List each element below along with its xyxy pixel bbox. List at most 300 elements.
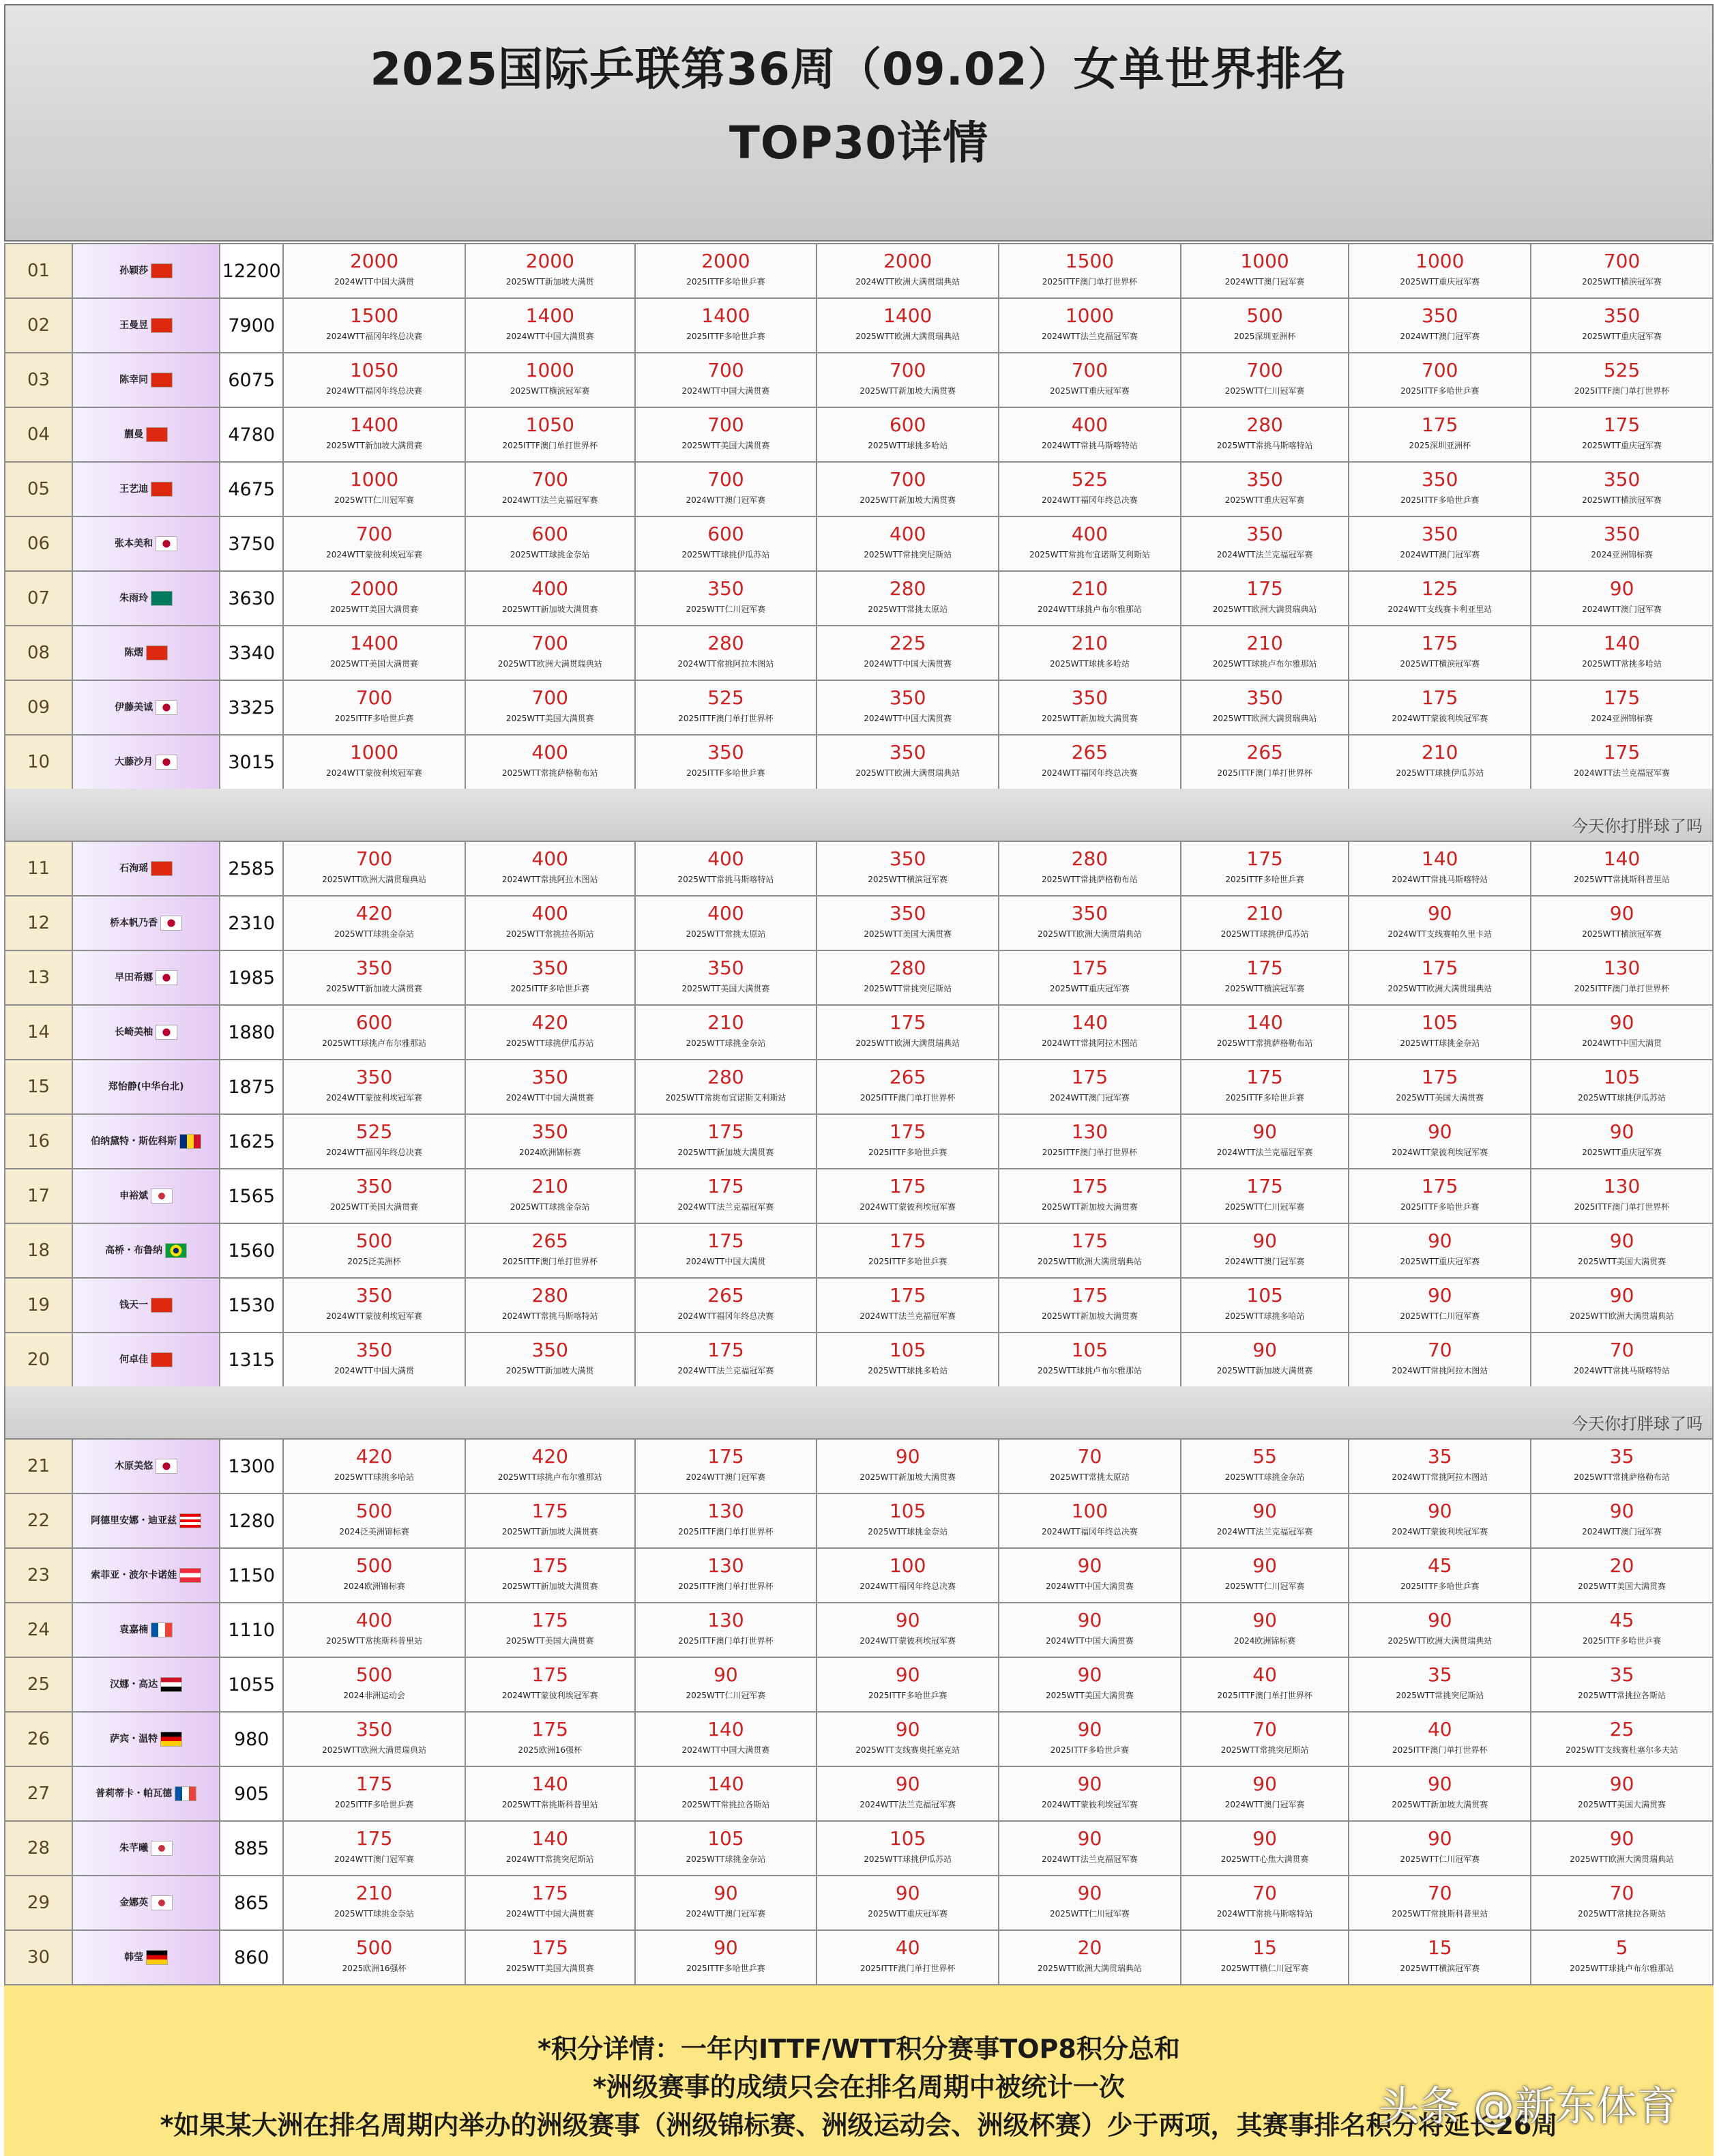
- event-points: 175: [1246, 847, 1283, 870]
- event-cell: [283, 1278, 465, 1332]
- event-cell: [1349, 1821, 1531, 1876]
- event-cell: [635, 1930, 817, 1985]
- rank-number: 02: [5, 298, 72, 353]
- rank-number: 05: [5, 462, 72, 516]
- event-points: 90: [895, 1718, 920, 1740]
- event-points: 130: [707, 1554, 744, 1577]
- event-points: 90: [1077, 1718, 1102, 1740]
- player-name: 陈熠: [124, 647, 144, 658]
- player-name: 张本美和: [115, 538, 153, 549]
- event-name: 2024WTT法兰克福冠军赛: [501, 495, 598, 505]
- event-name: 2025WTT新加坡大满贯赛: [860, 1472, 956, 1482]
- event-points: 105: [1422, 1011, 1458, 1034]
- event-cell: [817, 1169, 999, 1223]
- event-cell: [1181, 1712, 1349, 1766]
- romania-flag-icon: [179, 1134, 201, 1149]
- table-row: [5, 1603, 1713, 1657]
- table-row: [5, 735, 1713, 789]
- event-points: 350: [1603, 523, 1641, 545]
- event-points: 1050: [525, 413, 574, 436]
- event-points: 70: [1609, 1882, 1634, 1904]
- event-points: 175: [1603, 413, 1641, 436]
- event-points: 175: [1246, 577, 1283, 600]
- event-points: 90: [895, 1609, 920, 1631]
- event-points: 175: [1071, 1284, 1108, 1307]
- event-cell: [1349, 950, 1531, 1005]
- event-name: 2025WTT横滨冠军赛: [1582, 929, 1662, 939]
- event-points: 2000: [883, 250, 932, 272]
- event-points: 420: [531, 1445, 568, 1468]
- event-name: 2025WTT美国大满贯赛: [1396, 1093, 1484, 1103]
- event-cell: [1531, 896, 1713, 950]
- separator-note: 今天你打胖球了吗: [1572, 1414, 1703, 1433]
- event-points: 1000: [1240, 250, 1289, 272]
- event-points: 210: [707, 1011, 744, 1034]
- event-points: 350: [355, 1339, 393, 1361]
- event-points: 700: [707, 468, 744, 491]
- event-points: 15: [1252, 1936, 1277, 1959]
- event-cell: [283, 626, 465, 680]
- event-cell: [1531, 1169, 1713, 1223]
- player-name: 朱芊曦: [119, 1843, 149, 1854]
- event-name: 2025WTT球挑卢布尔雅那站: [322, 1038, 427, 1048]
- event-name: 2024WTT法兰克福冠军赛: [860, 1800, 956, 1809]
- event-name: 2024非洲运动会: [343, 1691, 405, 1700]
- event-name: 2024WTT法兰克福冠军赛: [1042, 1854, 1138, 1864]
- event-cell: [999, 841, 1181, 896]
- event-name: 2024WTT澳门冠军赛: [1582, 604, 1662, 614]
- event-cell: [999, 950, 1181, 1005]
- event-points: 125: [1422, 577, 1458, 600]
- event-name: 2024WTT常挑马斯喀特站: [1574, 1366, 1670, 1375]
- event-points: 175: [1071, 1066, 1108, 1088]
- event-cell: [283, 1766, 465, 1821]
- event-cell: [465, 1060, 635, 1114]
- player-name-cell: [72, 244, 220, 298]
- event-cell: [283, 1005, 465, 1060]
- event-cell: [817, 1876, 999, 1930]
- event-cell: [465, 571, 635, 626]
- event-name: 2025WTT新加坡大满贯赛: [1042, 1202, 1138, 1212]
- event-cell: [283, 298, 465, 353]
- event-name: 2025深圳亚洲杯: [1233, 332, 1296, 341]
- player-name-cell: [72, 1712, 220, 1766]
- event-points: 175: [531, 1936, 568, 1959]
- player-name-cell: [72, 1223, 220, 1278]
- event-name: 2025WTT球挑伊瓜苏站: [1578, 1093, 1666, 1103]
- player-name-cell: [72, 680, 220, 735]
- korea-flag-icon: [151, 1895, 173, 1910]
- event-points: 280: [1246, 413, 1283, 436]
- event-name: 2025ITTF澳门单打世界杯: [678, 714, 774, 723]
- event-points: 140: [531, 1773, 568, 1795]
- event-cell: [999, 1278, 1181, 1332]
- event-name: 2025WTT横仁川冠军赛: [1220, 1964, 1309, 1973]
- event-name: 2025WTT欧洲大满贯瑞典站: [855, 1038, 960, 1048]
- event-points: 175: [1603, 741, 1641, 763]
- event-points: 175: [1422, 1066, 1458, 1088]
- event-name: 2024WTT中国大满贯赛: [1046, 1582, 1134, 1591]
- event-points: 350: [1246, 686, 1283, 709]
- rank-number: 27: [5, 1766, 72, 1821]
- rank-number: 25: [5, 1657, 72, 1712]
- event-points: 420: [531, 1011, 568, 1034]
- event-points: 15: [1427, 1936, 1452, 1959]
- event-points: 525: [1071, 468, 1108, 491]
- table-row: [5, 244, 1713, 298]
- event-points: 400: [707, 902, 744, 924]
- event-cell: [1531, 1494, 1713, 1548]
- event-cell: [635, 1712, 817, 1766]
- event-cell: [1349, 1060, 1531, 1114]
- event-cell: [465, 1712, 635, 1766]
- event-name: 2024WTT澳门冠军赛: [686, 1472, 766, 1482]
- event-name: 2025WTT新加坡大满贯赛: [501, 1527, 598, 1536]
- event-cell: [635, 1548, 817, 1603]
- event-cell: [817, 1603, 999, 1657]
- event-points: 70: [1609, 1339, 1634, 1361]
- event-name: 2024WTT福冈年终总决赛: [1042, 495, 1138, 505]
- event-cell: [635, 571, 817, 626]
- event-name: 2024WTT中国大满贯: [334, 277, 415, 287]
- event-points: 210: [1422, 741, 1458, 763]
- total-points: 885: [220, 1821, 283, 1876]
- event-name: 2025WTT仁川冠军赛: [1400, 1311, 1480, 1321]
- event-cell: [999, 1060, 1181, 1114]
- egypt-flag-icon: [160, 1677, 182, 1692]
- player-name-cell: [72, 353, 220, 407]
- event-cell: [1349, 680, 1531, 735]
- table-row: [5, 462, 1713, 516]
- event-points: 175: [707, 1229, 744, 1252]
- event-name: 2025ITTF澳门单打世界杯: [678, 1636, 774, 1646]
- event-cell: [283, 1930, 465, 1985]
- event-name: 2025WTT横滨冠军赛: [868, 875, 948, 884]
- event-name: 2025WTT美国大满贯赛: [681, 984, 770, 993]
- event-points: 280: [707, 1066, 744, 1088]
- event-cell: [465, 1766, 635, 1821]
- event-points: 500: [355, 1663, 393, 1686]
- event-name: 2024WTT法兰克福冠军赛: [1216, 550, 1313, 559]
- total-points: 980: [220, 1712, 283, 1766]
- event-name: 2025WTT球挑多哈站: [334, 1472, 415, 1482]
- event-name: 2024WTT澳门冠军赛: [686, 1909, 766, 1919]
- event-points: 350: [531, 957, 568, 979]
- ranking-table-21-30: [4, 1438, 1714, 1985]
- event-name: 2024WTT法兰克福冠军赛: [860, 1311, 956, 1321]
- event-name: 2025WTT球挑伊瓜苏站: [864, 1854, 952, 1864]
- event-cell: [1349, 571, 1531, 626]
- event-name: 2025WTT球挑伊瓜苏站: [1220, 929, 1309, 939]
- player-name: 金娜英: [119, 1897, 149, 1908]
- france-flag-icon: [151, 1622, 173, 1637]
- event-name: 2024WTT中国大满贯赛: [505, 1093, 594, 1103]
- player-name: 申裕斌: [119, 1191, 149, 1201]
- event-name: 2025ITTF澳门单打世界杯: [1574, 984, 1670, 993]
- china-flag-icon: [151, 1352, 173, 1367]
- event-points: 700: [889, 468, 926, 491]
- event-cell: [283, 1876, 465, 1930]
- event-name: 2025WTT美国大满贯赛: [681, 441, 770, 450]
- total-points: 2585: [220, 841, 283, 896]
- rank-number: 29: [5, 1876, 72, 1930]
- event-name: 2025WTT美国大满贯赛: [864, 929, 952, 939]
- event-points: 350: [355, 957, 393, 979]
- event-cell: [465, 841, 635, 896]
- event-points: 90: [714, 1936, 738, 1959]
- event-name: 2025WTT新加坡大满贯赛: [501, 1582, 598, 1591]
- event-points: 140: [707, 1718, 744, 1740]
- total-points: 4780: [220, 407, 283, 462]
- event-cell: [1349, 353, 1531, 407]
- event-points: 175: [1422, 632, 1458, 654]
- event-cell: [283, 571, 465, 626]
- event-points: 175: [889, 1011, 926, 1034]
- event-points: 90: [1427, 1773, 1452, 1795]
- event-cell: [817, 1766, 999, 1821]
- event-points: 105: [1603, 1066, 1641, 1088]
- rank-number: 21: [5, 1439, 72, 1494]
- event-name: 2025ITTF多哈世乒赛: [334, 714, 414, 723]
- event-points: 700: [1603, 250, 1641, 272]
- player-name: 伯纳黛特・斯佐科斯: [91, 1136, 177, 1147]
- event-cell: [1349, 896, 1531, 950]
- event-points: 225: [889, 632, 926, 654]
- event-name: 2025欧洲16强杯: [518, 1745, 583, 1755]
- event-cell: [283, 1657, 465, 1712]
- event-name: 2025WTT欧洲大满贯瑞典站: [322, 1745, 427, 1755]
- event-name: 2024亚洲锦标赛: [1591, 550, 1653, 559]
- event-name: 2024WTT福冈年终总决赛: [677, 1311, 774, 1321]
- event-points: 350: [1246, 523, 1283, 545]
- event-name: 2025ITTF多哈世乒赛: [868, 1691, 947, 1700]
- event-points: 700: [1422, 359, 1458, 381]
- event-cell: [635, 896, 817, 950]
- event-name: 2025WTT美国大满贯赛: [330, 1202, 419, 1212]
- event-name: 2025深圳亚洲杯: [1409, 441, 1471, 450]
- table-row: [5, 950, 1713, 1005]
- event-points: 1000: [525, 359, 574, 381]
- event-points: 420: [355, 1445, 393, 1468]
- event-points: 90: [1427, 1827, 1452, 1850]
- rank-number: 17: [5, 1169, 72, 1223]
- player-name: 桥本帆乃香: [110, 918, 158, 929]
- event-points: 350: [355, 1066, 393, 1088]
- china-flag-icon: [151, 373, 173, 388]
- event-points: 2000: [349, 250, 399, 272]
- event-cell: [1181, 1278, 1349, 1332]
- event-name: 2024WTT欧洲大满贯瑞典站: [855, 277, 960, 287]
- event-name: 2025WTT仁川冠军赛: [1400, 1854, 1480, 1864]
- event-name: 2025ITTF多哈世乒赛: [1225, 875, 1304, 884]
- event-points: 5: [1615, 1936, 1628, 1959]
- event-cell: [635, 950, 817, 1005]
- event-name: 2025WTT常挑萨格勒布站: [1042, 875, 1138, 884]
- event-name: 2024WTT中国大满贯赛: [681, 1745, 770, 1755]
- event-name: 2025WTT重庆冠军赛: [1400, 1257, 1480, 1266]
- event-cell: [283, 1114, 465, 1169]
- rank-number: 26: [5, 1712, 72, 1766]
- event-name: 2024WTT常挑阿拉木图站: [1392, 1472, 1488, 1482]
- event-cell: [465, 353, 635, 407]
- event-cell: [635, 1821, 817, 1876]
- event-cell: [1349, 1712, 1531, 1766]
- event-points: 90: [1252, 1229, 1277, 1252]
- event-points: 90: [1077, 1609, 1102, 1631]
- event-name: 2024WTT福冈年终总决赛: [1042, 768, 1138, 778]
- brazil-flag-icon: [165, 1243, 187, 1258]
- event-points: 105: [889, 1827, 926, 1850]
- event-cell: [999, 1876, 1181, 1930]
- event-cell: [817, 1712, 999, 1766]
- event-cell: [1181, 1494, 1349, 1548]
- rank-number: 16: [5, 1114, 72, 1169]
- event-name: 2024欧洲锦标赛: [1233, 1636, 1296, 1646]
- event-name: 2025WTT仁川冠军赛: [334, 495, 415, 505]
- event-cell: [999, 353, 1181, 407]
- event-cell: [1349, 462, 1531, 516]
- event-name: 2025ITTF多哈世乒赛: [1582, 1636, 1662, 1646]
- table-row: [5, 1060, 1713, 1114]
- event-cell: [1531, 1060, 1713, 1114]
- player-name: 何卓佳: [119, 1354, 149, 1365]
- event-name: 2024WTT澳门冠军赛: [1400, 332, 1480, 341]
- event-name: 2025WTT新加坡大满贯赛: [1216, 1366, 1313, 1375]
- event-cell: [283, 1060, 465, 1114]
- china-flag-icon: [146, 645, 168, 660]
- event-name: 2025ITTF多哈世乒赛: [1225, 1093, 1304, 1103]
- event-points: 1400: [525, 304, 574, 327]
- event-points: 600: [889, 413, 926, 436]
- player-name: 汉娜・高达: [110, 1679, 158, 1690]
- event-points: 1050: [349, 359, 399, 381]
- event-points: 700: [531, 632, 568, 654]
- total-points: 905: [220, 1766, 283, 1821]
- event-cell: [1531, 1876, 1713, 1930]
- event-points: 70: [1252, 1882, 1277, 1904]
- event-points: 90: [1252, 1554, 1277, 1577]
- event-cell: [1181, 1060, 1349, 1114]
- table-row: [5, 353, 1713, 407]
- event-points: 400: [889, 523, 926, 545]
- total-points: 3630: [220, 571, 283, 626]
- event-cell: [817, 1223, 999, 1278]
- event-name: 2025WTT球挑伊瓜苏站: [505, 1038, 594, 1048]
- player-name: 高桥・布鲁纳: [105, 1245, 163, 1256]
- event-cell: [999, 462, 1181, 516]
- event-points: 90: [895, 1773, 920, 1795]
- event-name: 2025ITTF多哈世乒赛: [1400, 495, 1480, 505]
- event-points: 140: [1422, 847, 1458, 870]
- total-points: 2310: [220, 896, 283, 950]
- event-points: 130: [1071, 1120, 1108, 1143]
- event-name: 2025WTT横滨冠军赛: [1400, 1964, 1480, 1973]
- event-name: 2025WTT欧洲大满贯瑞典站: [1038, 1964, 1142, 1973]
- event-points: 1500: [1065, 250, 1115, 272]
- event-points: 90: [1609, 1500, 1634, 1522]
- event-cell: [1181, 244, 1349, 298]
- event-cell: [283, 1603, 465, 1657]
- event-cell: [465, 1876, 635, 1930]
- event-name: 2025WTT欧洲大满贯瑞典站: [322, 875, 427, 884]
- rank-number: 09: [5, 680, 72, 735]
- player-name: 韩莹: [124, 1952, 144, 1963]
- player-name-cell: [72, 1332, 220, 1387]
- japan-flag-icon: [156, 755, 177, 770]
- total-points: 1055: [220, 1657, 283, 1712]
- event-cell: [1181, 1766, 1349, 1821]
- austria-flag-icon: [179, 1568, 201, 1583]
- event-name: 2025欧洲16强杯: [342, 1964, 407, 1973]
- event-cell: [999, 516, 1181, 571]
- event-cell: [1181, 1930, 1349, 1985]
- event-cell: [1531, 841, 1713, 896]
- event-points: 175: [1422, 686, 1458, 709]
- event-points: 525: [1603, 359, 1641, 381]
- event-points: 40: [895, 1936, 920, 1959]
- event-points: 2000: [349, 577, 399, 600]
- event-cell: [635, 1332, 817, 1387]
- japan-flag-icon: [156, 1025, 177, 1040]
- event-name: 2025WTT重庆冠军赛: [1050, 984, 1130, 993]
- event-points: 700: [1071, 359, 1108, 381]
- germany-flag-icon: [160, 1732, 182, 1747]
- event-points: 350: [889, 741, 926, 763]
- table-row: [5, 896, 1713, 950]
- event-cell: [283, 1439, 465, 1494]
- event-points: 20: [1609, 1554, 1634, 1577]
- event-name: 2025WTT欧洲大满贯瑞典站: [855, 332, 960, 341]
- player-name: 石洵瑶: [119, 863, 149, 874]
- event-cell: [283, 1169, 465, 1223]
- player-name-cell: [72, 896, 220, 950]
- event-name: 2025WTT新加坡大满贯赛: [326, 441, 423, 450]
- event-name: 2024WTT福冈年终总决赛: [1042, 1527, 1138, 1536]
- table-row: [5, 1332, 1713, 1387]
- total-points: 1985: [220, 950, 283, 1005]
- event-name: 2025WTT新加坡大满贯赛: [860, 495, 956, 505]
- event-points: 700: [355, 686, 393, 709]
- table-row: [5, 1766, 1713, 1821]
- event-points: 90: [1252, 1609, 1277, 1631]
- event-points: 350: [707, 957, 744, 979]
- event-name: 2025WTT常挑突尼斯站: [1220, 1745, 1309, 1755]
- event-name: 2025WTT常挑太原站: [868, 604, 948, 614]
- event-cell: [1349, 1548, 1531, 1603]
- event-points: 175: [1246, 957, 1283, 979]
- event-points: 265: [1246, 741, 1283, 763]
- event-name: 2025WTT球挑金奈站: [868, 1527, 948, 1536]
- japan-flag-icon: [156, 970, 177, 985]
- event-points: 175: [1603, 686, 1641, 709]
- player-name: 袁嘉楠: [119, 1625, 149, 1635]
- event-name: 2025ITTF澳门单打世界杯: [1042, 1148, 1138, 1157]
- event-points: 1400: [701, 304, 750, 327]
- event-name: 2024WTT福冈年终总决赛: [326, 1148, 423, 1157]
- total-points: 1625: [220, 1114, 283, 1169]
- event-cell: [283, 1494, 465, 1548]
- event-cell: [1181, 1876, 1349, 1930]
- event-name: 2024WTT蒙彼利埃冠军赛: [326, 1093, 423, 1103]
- event-cell: [817, 1494, 999, 1548]
- total-points: 1150: [220, 1548, 283, 1603]
- event-points: 90: [1609, 1120, 1634, 1143]
- event-name: 2025ITTF澳门单打世界杯: [1574, 1202, 1670, 1212]
- event-name: 2024WTT蒙彼利埃冠军赛: [860, 1636, 956, 1646]
- event-cell: [283, 680, 465, 735]
- event-cell: [465, 1278, 635, 1332]
- event-cell: [999, 1494, 1181, 1548]
